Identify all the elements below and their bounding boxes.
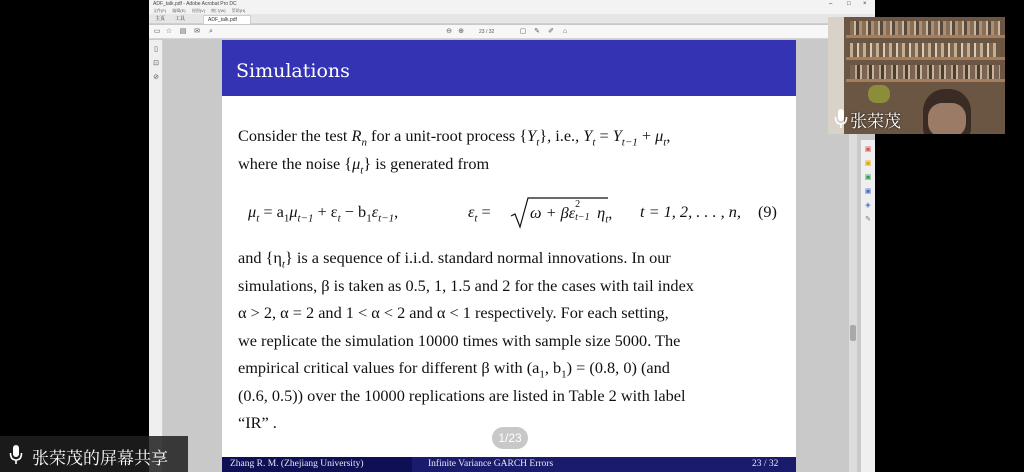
protect-icon[interactable]: ◈ xyxy=(865,202,871,209)
next-page-icon[interactable]: ⊕ xyxy=(458,28,464,35)
paragraph-line-4: simulations, β is taken as 0.5, 1, 1.5 and 2 for the cases with tail index xyxy=(238,276,694,295)
export-pdf-icon[interactable]: ▣ xyxy=(864,146,872,153)
math-subscript: t xyxy=(592,136,596,149)
math-symbol: μ xyxy=(352,154,361,173)
page-indicator[interactable]: 23 / 32 xyxy=(479,29,495,35)
books xyxy=(850,21,1000,35)
equation-9 xyxy=(248,196,778,236)
paragraph-line-9: “IR” . xyxy=(238,413,277,432)
footer-author: Zhang R. M. (Zhejiang University) xyxy=(230,459,364,469)
math-subscript: t xyxy=(360,164,364,177)
menu-file[interactable]: 文件(F) xyxy=(153,8,167,13)
bookmark-icon[interactable]: ⊡ xyxy=(153,60,159,67)
webcam-video xyxy=(828,17,1005,134)
search-icon[interactable]: ⌕ xyxy=(209,28,213,35)
books xyxy=(850,65,1000,79)
math-symbol: Y xyxy=(583,126,593,145)
paragraph-line-5: α > 2, α = 2 and 1 < α < 2 and α < 1 respectively. For each setting, xyxy=(238,303,669,322)
microphone-icon xyxy=(9,444,23,466)
person-face xyxy=(928,103,966,134)
math-symbol: Y xyxy=(612,126,622,145)
paragraph-line-8: (0.6, 0.5)) over the 10000 replications are listed in Table 2 with label xyxy=(238,386,686,405)
paragraph-line-2 xyxy=(238,154,489,176)
left-navigation-rail xyxy=(149,40,163,472)
paragraph-line-7: empirical critical values for different β with ($a_1$, $b_1) = (0.8$, 0) (and xyxy=(238,358,670,381)
screen-share-label xyxy=(0,436,188,472)
text: } is generated from xyxy=(363,154,490,173)
footer-page-number: 23 / 32 xyxy=(752,459,779,469)
window-title: ADF_talk.pdf - Adobe Acrobat Pro DC xyxy=(153,1,237,7)
prev-page-icon[interactable]: ⊖ xyxy=(446,28,452,35)
microphone-icon xyxy=(834,108,848,130)
sqrt-content: ω + βε 2 t−1 $\eta_t$, xyxy=(530,199,613,226)
email-icon[interactable]: ✉ xyxy=(194,28,200,35)
title-bar xyxy=(149,0,875,8)
participant-name: 张荣茂 xyxy=(850,112,901,131)
footer-talk-title: Infinite Variance GARCH Errors xyxy=(428,459,554,469)
acrobat-window xyxy=(149,0,875,472)
menu-view[interactable]: 视图(V) xyxy=(191,8,206,13)
menu-edit[interactable]: 编辑(E) xyxy=(172,8,186,13)
toolbar xyxy=(149,25,875,39)
screen-share-text: 张荣茂的屏幕共享 xyxy=(32,449,168,468)
close-button[interactable]: × xyxy=(863,1,867,7)
shelf xyxy=(846,35,1005,38)
menu-window[interactable]: 窗口(W) xyxy=(211,8,226,13)
comment-icon[interactable]: ▢ xyxy=(519,28,527,35)
bookmark-star-icon[interactable]: ☆ xyxy=(165,28,173,35)
text: where the noise { xyxy=(238,154,353,173)
text: = xyxy=(595,126,613,145)
math-subscript: t xyxy=(663,136,667,149)
equation-number: (9) xyxy=(758,202,777,221)
math-subscript: n xyxy=(361,136,367,149)
pdf-slide xyxy=(222,40,796,472)
text: Consider the test xyxy=(238,126,352,145)
paragraph-line-3: and $\{\eta_t\}$ is a sequence of i.i.d. standard normal innovations. In our xyxy=(238,248,671,271)
slide-title: Simulations xyxy=(236,60,350,82)
math-subscript: t−1 xyxy=(621,136,638,149)
menu-help[interactable]: 帮助(H) xyxy=(231,8,246,13)
comment-tool-icon[interactable]: ▣ xyxy=(864,160,872,167)
books xyxy=(850,43,1000,57)
slide-header xyxy=(222,40,796,96)
organize-pages-icon[interactable]: ▣ xyxy=(864,188,872,195)
print-icon[interactable]: ▤ xyxy=(179,28,187,35)
paragraph-line-6: we replicate the simulation 10000 times with sample size 5000. The xyxy=(238,331,681,350)
minimize-button[interactable]: – xyxy=(829,1,833,7)
scrollbar-thumb[interactable] xyxy=(850,325,856,341)
math-subscript: t xyxy=(536,136,540,149)
more-tools-icon[interactable]: ✎ xyxy=(865,216,871,223)
highlight-icon[interactable]: ✐ xyxy=(548,28,554,35)
maximize-button[interactable]: □ xyxy=(847,1,851,7)
edit-pdf-icon[interactable]: ▣ xyxy=(864,174,872,181)
page-badge: 1/23 xyxy=(492,427,528,449)
equation-lhs: $\mu_t = a_1\mu_{t-1} + \varepsilon_t - b_1\varepsilon_{t-1}$, xyxy=(248,202,399,225)
plant xyxy=(868,85,890,103)
math-symbol: Y xyxy=(527,126,537,145)
tab-bar xyxy=(149,14,875,24)
text: for a unit-root process { xyxy=(366,126,528,145)
slide-footer xyxy=(222,457,796,472)
pages-icon[interactable]: ▯ xyxy=(154,46,158,53)
stamp-icon[interactable]: ⌂ xyxy=(562,28,568,35)
shelf xyxy=(846,57,1005,60)
text: , xyxy=(666,126,671,145)
math-symbol: μ xyxy=(655,126,664,145)
tab-tools[interactable]: 工具 xyxy=(175,16,186,22)
text: }, i.e., xyxy=(539,126,584,145)
math-symbol: R xyxy=(351,126,362,145)
right-tools-panel xyxy=(861,140,875,472)
tab-home[interactable]: 主页 xyxy=(155,16,166,22)
equation-t-range: t = 1, 2, . . . , n, xyxy=(640,202,741,221)
paragraph-line-1 xyxy=(238,126,670,148)
save-icon[interactable]: ▭ xyxy=(153,28,161,35)
equation-epsilon: $\varepsilon_t$ = xyxy=(468,202,491,225)
text: + xyxy=(637,126,656,145)
pen-icon[interactable]: ✎ xyxy=(534,28,540,35)
tab-document[interactable]: ADF_talk.pdf xyxy=(203,15,251,24)
attachment-icon[interactable]: ⊘ xyxy=(153,74,159,81)
shelf xyxy=(846,79,1005,82)
